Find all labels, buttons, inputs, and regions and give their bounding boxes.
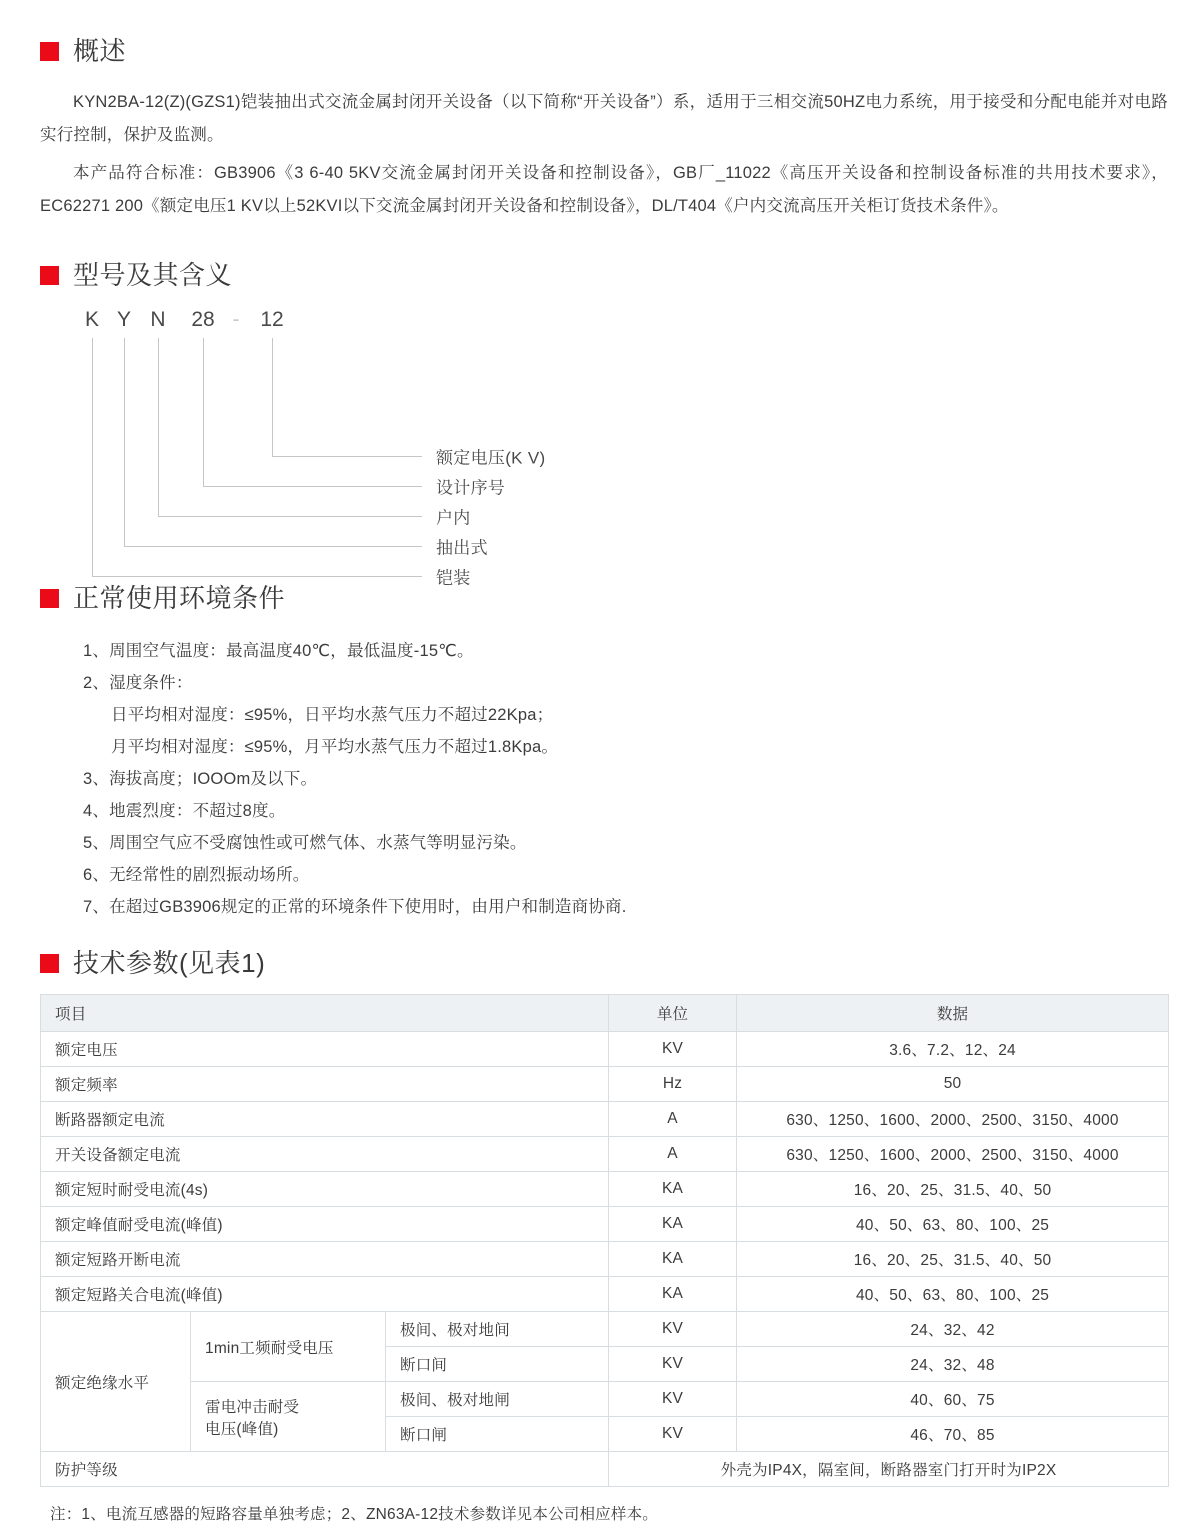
leader-horizontal-line: [158, 516, 422, 517]
model-leader-label: 户内: [436, 508, 471, 528]
column-header-data: 数据: [737, 995, 1169, 1032]
cell-unit: KA: [609, 1172, 737, 1207]
model-code-char: K: [84, 308, 100, 331]
environment-list-item: 6、无经常性的剧烈振动场所。: [83, 866, 310, 884]
cell-data: 24、32、42: [737, 1312, 1169, 1347]
cell-data: 40、50、63、80、100、25: [737, 1277, 1169, 1312]
leader-horizontal-line: [272, 456, 422, 457]
cell-data: 630、1250、1600、2000、2500、3150、4000: [737, 1102, 1169, 1137]
cell-data: 外壳为IP4X，隔室间，断路器室门打开时为IP2X: [609, 1452, 1169, 1487]
model-heading: [40, 262, 1168, 288]
cell-item: 额定电压: [41, 1032, 609, 1067]
cell-item: 开关设备额定电流: [41, 1137, 609, 1172]
model-code-char: 28: [191, 308, 215, 331]
technical-title: 技术参数(见表1): [73, 948, 266, 978]
model-designation-section: [40, 260, 1168, 588]
environment-list-item: 2、湿度条件：: [83, 674, 193, 692]
leader-vertical-line: [124, 338, 125, 546]
cell-unit: KV: [609, 1417, 737, 1452]
overview-paragraph: KYN2BA-12(Z)(GZS1)铠装抽出式交流金属封闭开关设备（以下简称“开关设备”）系，适用于三相交流50HZ电力系统，用于接受和分配电能并对电路实行控制，保护及监测。: [40, 93, 1168, 144]
cell-unit: KA: [609, 1242, 737, 1277]
red-square-bullet-icon: [40, 266, 59, 285]
technical-parameters-table: [40, 994, 1169, 1487]
table-body: [41, 1032, 1169, 1487]
table-row: [41, 1242, 1169, 1277]
environment-sub-item: 日平均相对湿度：≤95%，日平均水蒸气压力不超过22Kpa；: [111, 706, 554, 724]
model-leader-label: 设计序号: [436, 478, 506, 498]
table-row: [41, 1382, 1169, 1417]
cell-data: 16、20、25、31.5、40、50: [737, 1172, 1169, 1207]
table-row: [41, 1137, 1169, 1172]
environment-heading: [40, 585, 1168, 611]
technical-heading: [40, 950, 1168, 976]
table-row: [41, 1102, 1169, 1137]
leader-vertical-line: [272, 338, 273, 456]
model-code-char: N: [150, 308, 166, 331]
table-row: [41, 1207, 1169, 1242]
environment-list-item: 3、海拔高度；IOOOm及以下。: [83, 770, 318, 788]
red-square-bullet-icon: [40, 589, 59, 608]
overview-paragraph: 本产品符合标准：GB3906《3 6-40 5KV交流金属封闭开关设备和控制设备》，GB厂_11022《高压开关设备和控制设备标准的共用技术要求》，EC62271 200《额定电压1 KV以上52KVI以下交流金属封闭开关设备和控制设备》，DL/T404《户内交流高压开关柜订货技术条件》。: [40, 164, 1168, 215]
environment-title: 正常使用环境条件: [73, 583, 286, 613]
model-code-char: -: [232, 308, 240, 331]
table-row: [41, 1277, 1169, 1312]
overview-title: 概述: [73, 36, 127, 66]
overview-heading: [40, 38, 1168, 64]
table-row: [41, 1452, 1169, 1487]
cell-unit: KV: [609, 1032, 737, 1067]
cell-data: 50: [737, 1067, 1169, 1102]
cell-insulation-sub: 极间、极对地闸: [386, 1382, 609, 1417]
model-leader-label: 铠装: [436, 568, 471, 588]
cell-unit: A: [609, 1137, 737, 1172]
environment-sub-item: 月平均相对湿度：≤95%，月平均水蒸气压力不超过1.8Kpa。: [111, 738, 559, 756]
column-header-item: 项目: [41, 995, 609, 1032]
environment-list-item: 4、地震烈度：不超过8度。: [83, 802, 286, 820]
cell-item: 防护等级: [41, 1452, 609, 1487]
cell-item: 额定短路开断电流: [41, 1242, 609, 1277]
cell-unit: KA: [609, 1207, 737, 1242]
overview-section: [40, 38, 1168, 223]
leader-vertical-line: [92, 338, 93, 576]
cell-item: 额定频率: [41, 1067, 609, 1102]
cell-unit: A: [609, 1102, 737, 1137]
table-row: [41, 1312, 1169, 1347]
table-note: 注：1、电流互感器的短路容量单独考虑；2、ZN63A-12技术参数详见本公司相应样本。: [50, 1506, 658, 1523]
model-code-char: Y: [116, 308, 132, 331]
cell-insulation-sub: 断口闸: [386, 1417, 609, 1452]
cell-unit: KV: [609, 1312, 737, 1347]
cell-unit: Hz: [609, 1067, 737, 1102]
leader-vertical-line: [158, 338, 159, 516]
cell-insulation-sub: 极间、极对地间: [386, 1312, 609, 1347]
cell-insulation-group: 1min工频耐受电压: [191, 1312, 386, 1382]
environment-conditions-list: [40, 635, 1168, 923]
cell-data: 40、60、75: [737, 1382, 1169, 1417]
model-leader-label: 额定电压(K V): [436, 448, 546, 468]
leader-vertical-line: [203, 338, 204, 486]
cell-unit: KV: [609, 1347, 737, 1382]
cell-unit: KA: [609, 1277, 737, 1312]
cell-item: 额定短时耐受电流(4s): [41, 1172, 609, 1207]
technical-parameters-section: [40, 950, 1168, 1524]
cell-insulation-group: 雷电冲击耐受 电压(峰值): [191, 1382, 386, 1452]
model-leader-label: 抽出式: [436, 538, 488, 558]
environment-list-item: 7、在超过GB3906规定的正常的环境条件下使用时，由用户和制造商协商.: [83, 898, 627, 916]
cell-insulation-label: 额定绝缘水平: [41, 1312, 191, 1452]
cell-data: 24、32、48: [737, 1347, 1169, 1382]
cell-data: 630、1250、1600、2000、2500、3150、4000: [737, 1137, 1169, 1172]
table-row: [41, 1172, 1169, 1207]
environment-list-item: 1、周围空气温度：最高温度40℃，最低温度-15℃。: [83, 642, 474, 660]
leader-horizontal-line: [92, 576, 422, 577]
cell-item: 额定短路关合电流(峰值): [41, 1277, 609, 1312]
cell-item: 额定峰值耐受电流(峰值): [41, 1207, 609, 1242]
column-header-unit: 单位: [609, 995, 737, 1032]
environment-conditions-section: [40, 585, 1168, 923]
table-row: [41, 1067, 1169, 1102]
cell-insulation-sub: 断口间: [386, 1347, 609, 1382]
environment-list-item: 5、周围空气应不受腐蚀性或可燃气体、水蒸气等明显污染。: [83, 834, 527, 852]
cell-data: 40、50、63、80、100、25: [737, 1207, 1169, 1242]
overview-paragraphs: [40, 86, 1168, 223]
red-square-bullet-icon: [40, 954, 59, 973]
leader-horizontal-line: [203, 486, 422, 487]
table-header-row: [41, 995, 1169, 1032]
leader-horizontal-line: [124, 546, 422, 547]
cell-data: 16、20、25、31.5、40、50: [737, 1242, 1169, 1277]
red-square-bullet-icon: [40, 42, 59, 61]
cell-data: 46、70、85: [737, 1417, 1169, 1452]
model-designation-diagram: [82, 308, 782, 588]
table-head: [41, 995, 1169, 1032]
model-title: 型号及其含义: [73, 260, 233, 290]
cell-unit: KV: [609, 1382, 737, 1417]
model-code-char: 12: [260, 308, 284, 331]
cell-data: 3.6、7.2、12、24: [737, 1032, 1169, 1067]
cell-item: 断路器额定电流: [41, 1102, 609, 1137]
table-row: [41, 1032, 1169, 1067]
